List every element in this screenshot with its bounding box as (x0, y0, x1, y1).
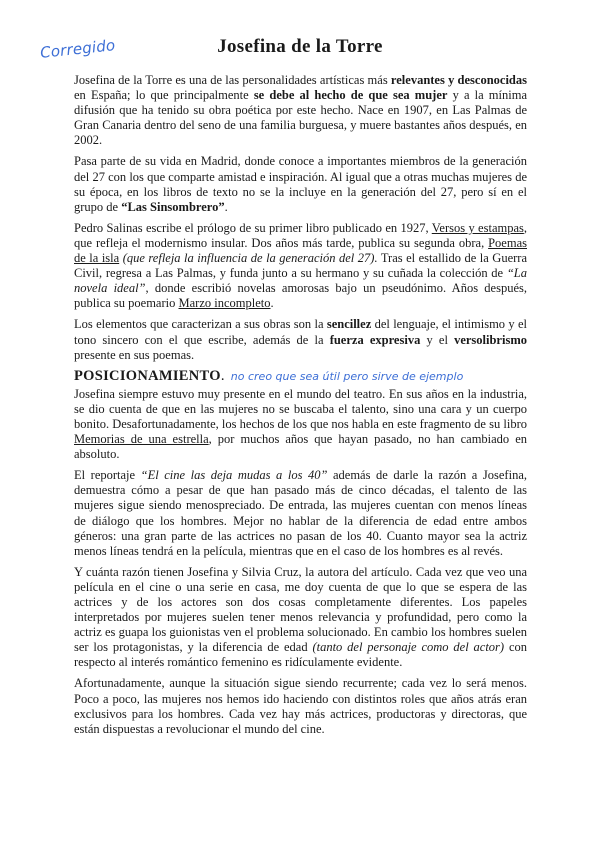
text: El reportaje (74, 468, 141, 483)
section-heading (74, 369, 527, 384)
text: presente en sus poemas. (74, 347, 195, 362)
text: en España; lo que principalmente (74, 88, 254, 103)
paragraph-theatre (74, 387, 527, 462)
text: Josefina de la Torre es una de las personalidades artísticas más (74, 73, 391, 87)
bold-text: “Las Sinsombrero” (121, 199, 225, 214)
paragraph-works (74, 221, 527, 312)
italic-text: “El cine las deja mudas a los 40” (140, 468, 328, 483)
paragraph-intro (74, 73, 527, 148)
italic-text: (tanto del personaje como del actor) (312, 640, 505, 655)
paragraph-madrid (74, 154, 527, 214)
text: , donde escribió novelas amorosas bajo un pseudónimo. Años después, publica su poemario (74, 281, 528, 311)
book-title: Marzo incompleto (178, 296, 271, 311)
handwritten-annotation-corregido: Corregido (39, 36, 117, 62)
paragraph-style (74, 317, 527, 362)
heading-period: . (220, 367, 225, 384)
text: Los elementos que caracterizan a sus obras son la (74, 317, 327, 332)
bold-text: versolibrismo (454, 332, 527, 347)
text: . (224, 199, 228, 214)
text: . (270, 296, 274, 311)
text: Josefina siempre estuvo muy presente en el mundo del teatro. En sus años en la industria, se dio cuenta de que en las mujeres no se buscaba el talento, sino una cara y un cuerpo bonito. Desafortunadamente, los hechos de los que nos habla en este fragmento de su libro (74, 386, 527, 431)
heading-text: POSICIONAMIENTO (74, 367, 221, 384)
text: y a la mínima difusión que ha tenido su obra poética por este hecho. Nace en 1907, en Las Palmas de Gran Canaria dentro del seno de una familia burguesa, y muere bastantes años después, en 2002. (74, 88, 527, 148)
text: Pasa parte de su vida en Madrid, donde conoce a importantes miembros de la generación del 27 con los que comparte amistad e inspiración. Al igual que a otras muchas mujeres de su época, en los libros de texto no se la incluye en la generación del 27, pero sí en el grupo de (74, 154, 527, 214)
text: Pedro Salinas escribe el prólogo de su primer libro publicado en 1927, (74, 220, 432, 235)
bold-text: relevantes y desconocidas (390, 73, 527, 87)
text: y el (420, 332, 455, 347)
book-title: Poemas de la isla (74, 235, 527, 266)
book-title: Memorias de una estrella (74, 432, 209, 447)
book-title: Versos y estampas (431, 220, 524, 235)
text: Tras el estallido de la Guerra Civil, regresa a Las Palmas, y funda junto a su hermano y su cuñada la colección de (74, 251, 528, 281)
handwritten-annotation-heading: no creo que sea útil pero sirve de ejemplo (230, 369, 464, 383)
paragraph-opinion (74, 565, 527, 671)
text: además de darle la razón a Josefina, demuestra cómo a pesar de que han pasado más de cinco décadas, el talento de las mujeres sigue siendo menospreciado. De entrada, las mujeres cuentan con menos líneas de diálogo que los hombres. Mejor no hablar de la diferencia de edad entre ambos géneros: una gran parte de las actrices no pasan de los 40. Cuanto mayor sea la actriz menos líneas tendrá en la película, mientras que en el caso de los hombres es al revés. (74, 468, 527, 558)
text: del lenguaje, el intimismo y el tono sincero con el que escribe, además de la (74, 317, 527, 347)
text: con respecto al interés romántico femenino es ridículamente evidente. (74, 640, 527, 670)
bold-text: se debe al hecho de que sea mujer (253, 88, 448, 103)
bold-text: fuerza expresiva (329, 332, 421, 347)
paragraph-conclusion: Afortunadamente, aunque la situación sigue siendo recurrente; cada vez lo será menos. Poco a poco, las mujeres nos hemos ido haciendo con distintos roles que años atrás eran exclusivos para los hombres. Cada vez hay más actrices, productoras y directoras, que están dispuestas a revolucionar el mundo del cine. (74, 676, 527, 736)
text: , que refleja el modernismo insular. Dos años más tarde, publica su segunda obra, (74, 220, 527, 250)
text: , por muchos años que hayan pasado, no han cambiado en absoluto. (74, 432, 527, 462)
bold-text: sencillez (326, 317, 372, 332)
paragraph-report (74, 468, 527, 559)
italic-text: (que refleja la influencia de la generación del 27). (122, 251, 378, 266)
italic-text: “La novela ideal” (74, 266, 527, 296)
document-title: Josefina de la Torre (217, 36, 383, 57)
text: Y cuánta razón tienen Josefina y Silvia Cruz, la autora del artículo. Cada vez que veo una película en el cine o una serie en casa, me doy cuenta de que lo que se espera de las actrices y de los actores son dos cosas completamente diferentes. Los papeles interpretados por mujeres suelen tener menos relevancia y profundidad, pero como la actriz es guapa los guionistas ven el problema solucionado. En cambio los hombres suelen ser los protagonistas, y la diferencia de edad (74, 564, 527, 655)
document-body (74, 73, 527, 743)
